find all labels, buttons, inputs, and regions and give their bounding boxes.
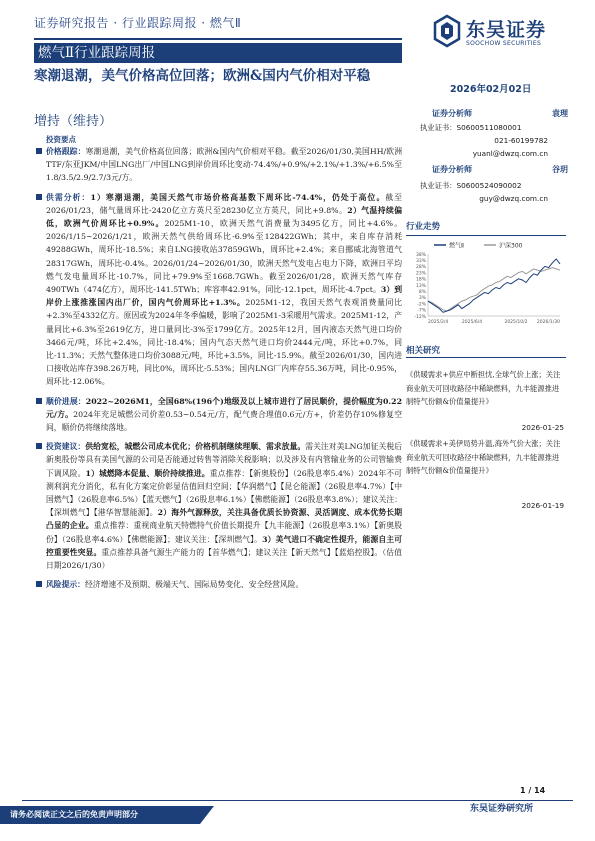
point-investment-advice xyxy=(34,440,402,572)
point-text: 重点推荐：重视商业航天特燃特气价值长期提升【九丰能源】（26股息率3.1%）【新奥股份】（26股息率4.6%）【佛燃能源】；建议关注：【深圳燃气】。 xyxy=(46,521,402,544)
point-text: 2025M1-12，我国天然气表观消费量同比+2.3%至4332亿方。原因或为2024年冬季偏暖，影响了2025M1-3采暖用气需求。2025M1-12，产量同比+6.3%至2619亿方，进口量同比-3%至1799亿方。2025年12月，国内液态天然气进口均价3466元/吨，环比+2.4%，同比-18.4%；国内气态天然气进口均价2444元/吨，环比+0.7%，同比-11.3%；天然气整体进口均价3088元/吨，环比+3.5%，同比-15.9%。截至2026/01/30，国内进口接收站库存398.26万吨，同比0%，周环比-5.53%；国内LNG厂内库存55.36万吨，同比-0.95%，周环比-12.06%。 xyxy=(46,298,402,387)
analyst-1-cert xyxy=(420,123,521,133)
legend-label: 沪深300 xyxy=(499,242,523,250)
header-divider xyxy=(34,38,402,40)
report-title: 寒潮退潮，美气价格高位回落；欧洲&国内气价相对平稳 xyxy=(34,68,371,84)
point-label: 风险提示： xyxy=(46,580,85,590)
point-text: 重点推荐具备气源生产能力的【首华燃气】；建议关注【新天然气】【蓝焰控股】。（估值日期2026/1/30） xyxy=(46,547,403,571)
soochow-logo-icon xyxy=(432,14,462,48)
related-divider xyxy=(406,357,566,358)
x-tick-label: 2025/6/4 xyxy=(461,320,483,325)
point-label: 价格跟踪： xyxy=(46,147,86,156)
y-tick-label: 18% xyxy=(415,277,426,283)
brand-logo-block xyxy=(432,12,572,52)
point-bold-text: 供给宽松，城燃公司成本优化；价格机制继续理顺、需求放量。 xyxy=(85,442,306,452)
point-text: 2025M1-10，欧洲天然气消费量为3495亿方，同比+4.6%。2026/1/15~2026/1/21，欧洲天然气供给周环比-6.9%至128422GWh；其中，来自库存消耗49288GWh，周环比-18.5%；来自LNG接收站37859GWh，周环比+2.4%；来自挪威北海管道气28317GWh，周环比-0.4%。2026/01/24~2026/01/30，欧洲天然气发电占电力下降，欧洲日平均燃气发电量周环比-10.7%，同比+79.9%至1668.7GWh。截至2026/01/28，欧洲天然气库存490TWh（474亿方），周环比-141.5TWh；库容率42.91%，同比-12.1pct，周环比-4.7pct。 xyxy=(46,219,402,295)
point-bold-text: 3）美气进口不确定性提升，能源自主可控重要性突显。 xyxy=(46,534,402,557)
analyst-2-heading xyxy=(432,164,568,175)
point-bold-text: 1）寒潮退潮，美国天然气市场价格高基数下周环比-74.4%，仍处于高位。 xyxy=(90,192,386,202)
x-tick-label: 2025/2/4 xyxy=(428,320,449,325)
rating: 增持（维持） xyxy=(34,114,113,129)
y-tick-label: 8% xyxy=(418,290,426,295)
bullet-square-icon xyxy=(36,398,42,404)
disclaimer-banner-tail xyxy=(200,806,214,824)
point-bold-text: 2）气温持续偏低，欧洲气价周环比+0.9%。 xyxy=(46,205,402,229)
series-title: 燃气Ⅱ行业跟踪周报 xyxy=(34,43,402,63)
point-supply-demand xyxy=(34,191,402,389)
analyst-1-email[interactable]: yuanl@dwzq.com.cn xyxy=(472,149,548,158)
series-line xyxy=(428,259,560,312)
disclaimer-banner: 请务必阅读正文之后的免责声明部分 xyxy=(0,806,200,824)
point-bold-text: 1）城燃降本促量、顺价持续推进。 xyxy=(85,468,210,478)
point-text: 重点推荐：【新奥股份】（26股息率5.4%）2024年不可测利润充分消化，私有化方案定价彰显估值回归空间；【华润燃气】【昆仑能源】（26股息率4.7%）【中国燃气】（26股息率6.5%）【蓝天燃气】（26股息率6.1%）【佛燃能源】（26股息率3.8%）；建议关注：【深圳燃气】【港华智慧能源】。 xyxy=(46,468,402,518)
point-bold-text: 2022~2026M1，全国68%(196个)地级及以上城市进行了居民顺价，提价幅度为0.22元/方。 xyxy=(46,396,402,419)
point-text: 2024年充足城燃公司价差0.53~0.54元/方，配气费合理值0.6元/方+，价差仍存10%修复空间，顺价仍将继续落地。 xyxy=(46,409,402,433)
analyst-name: 袁理 xyxy=(552,109,568,118)
related-report-date: 2026-01-25 xyxy=(521,423,564,432)
point-price-pass-through xyxy=(34,395,402,435)
analyst-2-email[interactable]: guy@dwzq.com.cn xyxy=(479,194,548,203)
y-tick-label: -7% xyxy=(417,308,426,314)
trend-title: 行业走势 xyxy=(406,222,441,232)
cert-number: S0600511080001 xyxy=(456,123,522,132)
point-risk xyxy=(34,578,402,591)
bullet-square-icon xyxy=(36,148,42,154)
related-report-item[interactable]: 《供暖需求+供应中断担忧,全球气价上涨；关注商业航天可回收路径中稀缺燃料，九丰能源推进制特气份额&价值量提升》 xyxy=(406,370,561,406)
x-tick-label: 2026/1/30 xyxy=(536,320,560,325)
analyst-role: 证券分析师 xyxy=(432,109,472,118)
bullet-square-icon xyxy=(36,443,42,449)
point-text: 寒潮退潮，美气价格高位回落；欧洲&国内气价相对平稳。截至2026/01/30,美国HH/欧洲TTF/东亚JKM/中国LNG出厂/中国LNG到岸价周环比变动-74.4%/+0.9%/+2.1%/+1.3%/+6.5%至 1.8/3.5/2.9/2.7/3元/方。 xyxy=(46,147,402,183)
investment-points xyxy=(34,145,402,598)
trend-chart-svg xyxy=(406,236,566,328)
page-number: 1 / 14 xyxy=(520,786,546,795)
breadcrumb: 证券研究报告 · 行业跟踪周报 · 燃气Ⅱ xyxy=(34,16,242,30)
analyst-1-heading xyxy=(432,108,568,119)
analyst-2-cert xyxy=(420,181,521,191)
point-bold-text: 3）到岸价上涨推涨国内出厂价，国内气价周环比+1.3%。 xyxy=(46,285,402,308)
bullet-square-icon xyxy=(36,194,42,200)
section-label: 投资要点 xyxy=(46,135,76,144)
point-price-tracking xyxy=(34,145,402,185)
legend-label: 燃气Ⅱ xyxy=(449,242,464,250)
cert-number: S0600524090002 xyxy=(456,181,522,190)
point-label: 投资建议： xyxy=(46,442,86,452)
y-tick-label: 33% xyxy=(415,259,426,264)
brand-name: 东吴证券 xyxy=(466,19,547,41)
cert-label: 执业证书： xyxy=(420,123,457,132)
analyst-1-phone: 021-60199782 xyxy=(494,136,548,145)
point-text: 经济增速不及预期、极端天气、国际局势变化、安全经营风险。 xyxy=(84,580,304,590)
related-research-title: 相关研究 xyxy=(406,346,441,356)
y-tick-label: -12% xyxy=(414,314,426,320)
y-tick-label: 13% xyxy=(415,283,426,289)
related-report-date: 2026-01-19 xyxy=(521,501,564,510)
related-report-item[interactable]: 《供暖需求+美伊局势升温,海外气价大涨；关注商业航天可回收路径中稀缺燃料，九丰能源推进制特气份额&价值量提升》 xyxy=(406,439,561,475)
industry-trend-chart xyxy=(406,236,566,328)
report-date: 2026年02月02日 xyxy=(450,84,532,95)
y-tick-label: 23% xyxy=(415,271,426,277)
brand-english-name: SOOCHOW SECURITIES xyxy=(466,40,542,47)
bullet-square-icon xyxy=(36,581,42,587)
x-tick-label: 2025/10/2 xyxy=(504,320,528,325)
point-label: 顺价进展： xyxy=(46,396,86,406)
y-tick-label: 28% xyxy=(415,265,426,271)
analyst-name: 谷玥 xyxy=(552,165,568,174)
point-text: 截至2026/01/23，储气量周环比-2420亿立方英尺至28230亿立方英尺，同比+9.8%。 xyxy=(46,192,403,215)
point-bold-text: 2）海外气源释放，关注具备优质长协资源、灵活调度、成本优势长期凸显的企业。 xyxy=(46,508,403,531)
point-label: 供需分析： xyxy=(46,192,91,202)
point-text: 需关注对美LNG加征关税后新奥股份等具有美国气源的公司是否能通过转售等消除关税影响；以及涉及有内管输业务的公司管输费下调风险。 xyxy=(46,442,402,478)
analyst-role: 证券分析师 xyxy=(432,165,472,174)
cert-label: 执业证书： xyxy=(420,181,457,190)
y-tick-label: -2% xyxy=(417,302,426,308)
y-tick-label: 3% xyxy=(418,296,426,302)
footer-organization: 东吴证券研究所 xyxy=(470,804,534,814)
y-tick-label: 38% xyxy=(415,252,426,258)
